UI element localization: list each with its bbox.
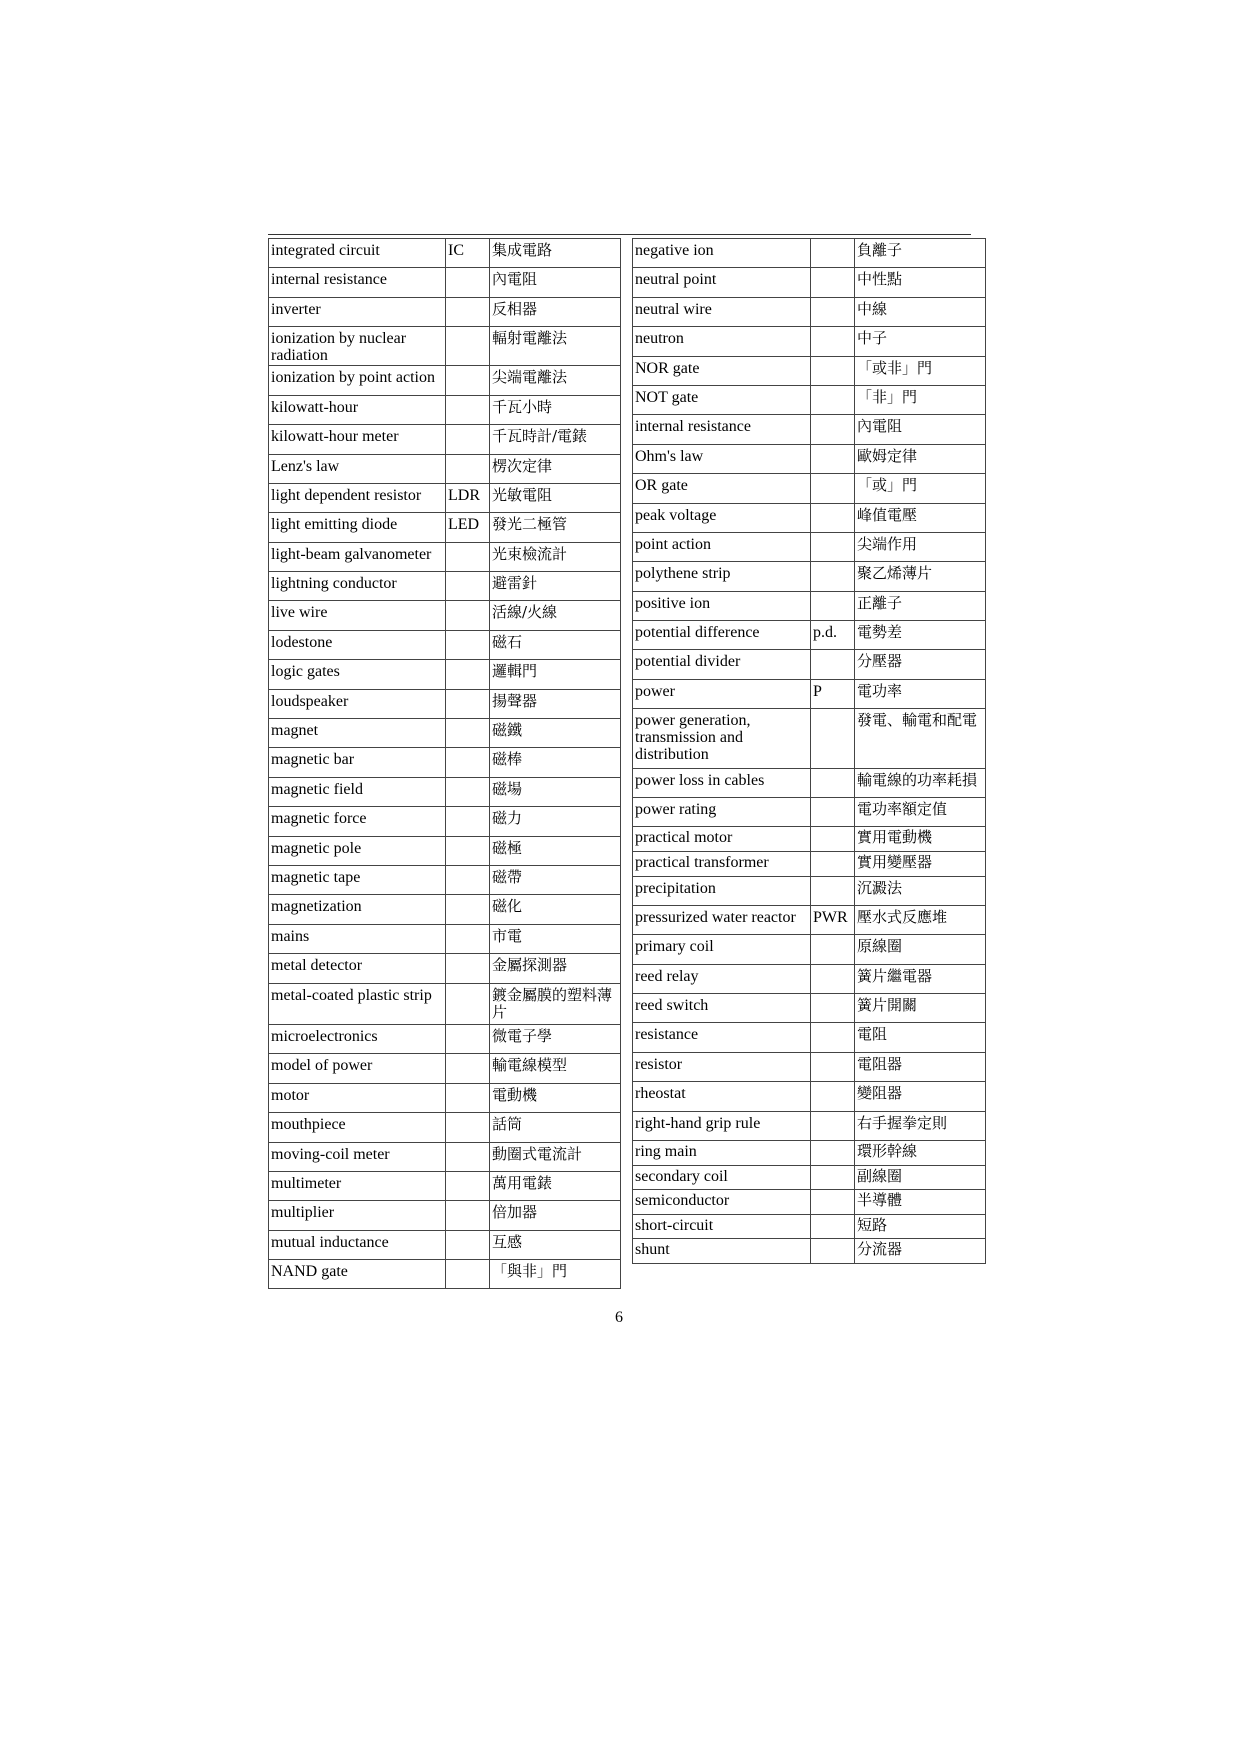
glossary-row [269, 748, 621, 777]
chinese-term-cell: 發光二極管 [490, 513, 621, 542]
abbreviation-cell: p.d. [811, 621, 855, 650]
abbreviation-cell [811, 994, 855, 1023]
glossary-row [269, 954, 621, 983]
term-cell: power [633, 679, 811, 708]
chinese-term-cell: 電動機 [490, 1083, 621, 1112]
abbreviation-cell [811, 532, 855, 561]
glossary-row [269, 866, 621, 895]
chinese-term-cell: 副線圈 [855, 1165, 986, 1190]
abbreviation-cell [811, 1023, 855, 1052]
glossary-row [269, 572, 621, 601]
chinese-term-cell: 電功率額定值 [855, 797, 986, 826]
term-cell: mutual inductance [269, 1230, 446, 1259]
glossary-row [269, 777, 621, 806]
abbreviation-cell [446, 630, 490, 659]
chinese-term-cell: 峰值電壓 [855, 503, 986, 532]
glossary-row [633, 562, 986, 591]
chinese-term-cell: 話筒 [490, 1113, 621, 1142]
abbreviation-cell [811, 1239, 855, 1264]
term-cell: metal-coated plastic strip [269, 983, 446, 1024]
term-cell: NAND gate [269, 1260, 446, 1289]
term-cell: pressurized water reactor [633, 905, 811, 934]
glossary-row [633, 1052, 986, 1081]
abbreviation-cell [446, 895, 490, 924]
chinese-term-cell: 光束檢流計 [490, 542, 621, 571]
glossary-row [633, 1239, 986, 1264]
term-cell: kilowatt-hour meter [269, 425, 446, 454]
term-cell: loudspeaker [269, 689, 446, 718]
glossary-row [633, 851, 986, 876]
abbreviation-cell [811, 562, 855, 591]
abbreviation-cell [811, 297, 855, 326]
glossary-row [269, 1142, 621, 1171]
chinese-term-cell: 輻射電離法 [490, 327, 621, 366]
abbreviation-cell [811, 1190, 855, 1215]
abbreviation-cell: IC [446, 239, 490, 268]
term-cell: magnetic force [269, 807, 446, 836]
glossary-row [633, 415, 986, 444]
chinese-term-cell: 光敏電阻 [490, 483, 621, 512]
chinese-term-cell: 中性點 [855, 268, 986, 297]
glossary-row [269, 542, 621, 571]
glossary-row [633, 679, 986, 708]
abbreviation-cell [446, 954, 490, 983]
term-cell: shunt [633, 1239, 811, 1264]
glossary-row [633, 327, 986, 356]
glossary-row [633, 964, 986, 993]
chinese-term-cell: 邏輯門 [490, 660, 621, 689]
header-rule [268, 234, 971, 235]
abbreviation-cell [446, 719, 490, 748]
term-cell: multiplier [269, 1201, 446, 1230]
chinese-term-cell: 內電阻 [855, 415, 986, 444]
chinese-term-cell: 聚乙烯薄片 [855, 562, 986, 591]
term-cell: reed switch [633, 994, 811, 1023]
glossary-table-right [632, 238, 986, 1264]
term-cell: rheostat [633, 1082, 811, 1111]
term-cell: lightning conductor [269, 572, 446, 601]
term-cell: live wire [269, 601, 446, 630]
abbreviation-cell [446, 1113, 490, 1142]
term-cell: peak voltage [633, 503, 811, 532]
glossary-row [633, 650, 986, 679]
term-cell: mains [269, 924, 446, 953]
glossary-table-left [268, 238, 621, 1289]
abbreviation-cell [811, 876, 855, 905]
glossary-row [633, 385, 986, 414]
abbreviation-cell [446, 327, 490, 366]
glossary-row [633, 356, 986, 385]
chinese-term-cell: 金屬探測器 [490, 954, 621, 983]
glossary-row [269, 1113, 621, 1142]
chinese-term-cell: 半導體 [855, 1190, 986, 1215]
glossary-row [269, 268, 621, 297]
term-cell: magnet [269, 719, 446, 748]
abbreviation-cell: LED [446, 513, 490, 542]
glossary-row [269, 601, 621, 630]
term-cell: neutron [633, 327, 811, 356]
glossary-row [269, 689, 621, 718]
glossary-row [269, 1171, 621, 1200]
chinese-term-cell: 中子 [855, 327, 986, 356]
glossary-row [269, 239, 621, 268]
abbreviation-cell [446, 748, 490, 777]
abbreviation-cell [811, 415, 855, 444]
glossary-row [633, 444, 986, 473]
glossary-row [269, 297, 621, 326]
chinese-term-cell: 變阻器 [855, 1082, 986, 1111]
glossary-row [633, 935, 986, 964]
chinese-term-cell: 簧片繼電器 [855, 964, 986, 993]
abbreviation-cell [811, 768, 855, 797]
abbreviation-cell [446, 807, 490, 836]
glossary-row [633, 1141, 986, 1166]
chinese-term-cell: 壓水式反應堆 [855, 905, 986, 934]
chinese-term-cell: 輸電線的功率耗損 [855, 768, 986, 797]
abbreviation-cell: LDR [446, 483, 490, 512]
glossary-row [269, 836, 621, 865]
glossary-row [633, 503, 986, 532]
term-cell: polythene strip [633, 562, 811, 591]
abbreviation-cell [446, 425, 490, 454]
glossary-row [633, 474, 986, 503]
abbreviation-cell [811, 1141, 855, 1166]
chinese-term-cell: 避雷針 [490, 572, 621, 601]
term-cell: magnetic pole [269, 836, 446, 865]
chinese-term-cell: 磁極 [490, 836, 621, 865]
term-cell: ionization by point action [269, 366, 446, 395]
chinese-term-cell: 磁化 [490, 895, 621, 924]
chinese-term-cell: 原線圈 [855, 935, 986, 964]
glossary-row [633, 1214, 986, 1239]
abbreviation-cell [811, 709, 855, 768]
chinese-term-cell: 實用電動機 [855, 827, 986, 852]
glossary-table-body [633, 239, 986, 1264]
abbreviation-cell [446, 572, 490, 601]
term-cell: motor [269, 1083, 446, 1112]
term-cell: power rating [633, 797, 811, 826]
abbreviation-cell [811, 1165, 855, 1190]
glossary-row [633, 297, 986, 326]
term-cell: model of power [269, 1054, 446, 1083]
abbreviation-cell [811, 503, 855, 532]
chinese-term-cell: 環形幹線 [855, 1141, 986, 1166]
chinese-term-cell: 動圈式電流計 [490, 1142, 621, 1171]
abbreviation-cell [446, 1171, 490, 1200]
abbreviation-cell [446, 1142, 490, 1171]
page-number: 6 [615, 1309, 623, 1326]
abbreviation-cell [446, 601, 490, 630]
abbreviation-cell [446, 1260, 490, 1289]
term-cell: microelectronics [269, 1024, 446, 1053]
term-cell: kilowatt-hour [269, 395, 446, 424]
term-cell: potential difference [633, 621, 811, 650]
glossary-row [269, 719, 621, 748]
glossary-row [633, 827, 986, 852]
term-cell: secondary coil [633, 1165, 811, 1190]
glossary-row [269, 483, 621, 512]
term-cell: resistor [633, 1052, 811, 1081]
abbreviation-cell [446, 924, 490, 953]
glossary-row [269, 1201, 621, 1230]
abbreviation-cell [811, 797, 855, 826]
glossary-row [633, 1082, 986, 1111]
abbreviation-cell [811, 474, 855, 503]
abbreviation-cell [446, 1024, 490, 1053]
term-cell: magnetization [269, 895, 446, 924]
term-cell: OR gate [633, 474, 811, 503]
glossary-row [269, 454, 621, 483]
chinese-term-cell: 萬用電錶 [490, 1171, 621, 1200]
glossary-row [269, 1054, 621, 1083]
chinese-term-cell: 內電阻 [490, 268, 621, 297]
glossary-row [633, 1023, 986, 1052]
glossary-row [633, 768, 986, 797]
term-cell: power generation, transmission and distribution [633, 709, 811, 768]
term-cell: semiconductor [633, 1190, 811, 1215]
glossary-row [269, 1024, 621, 1053]
term-cell: multimeter [269, 1171, 446, 1200]
term-cell: magnetic tape [269, 866, 446, 895]
term-cell: inverter [269, 297, 446, 326]
abbreviation-cell [811, 650, 855, 679]
abbreviation-cell [446, 1201, 490, 1230]
abbreviation-cell [811, 851, 855, 876]
chinese-term-cell: 電勢差 [855, 621, 986, 650]
term-cell: primary coil [633, 935, 811, 964]
chinese-term-cell: 微電子學 [490, 1024, 621, 1053]
term-cell: neutral wire [633, 297, 811, 326]
term-cell: moving-coil meter [269, 1142, 446, 1171]
chinese-term-cell: 輸電線模型 [490, 1054, 621, 1083]
abbreviation-cell [446, 454, 490, 483]
chinese-term-cell: 尖端作用 [855, 532, 986, 561]
term-cell: magnetic bar [269, 748, 446, 777]
chinese-term-cell: 集成電路 [490, 239, 621, 268]
chinese-term-cell: 電阻器 [855, 1052, 986, 1081]
term-cell: practical motor [633, 827, 811, 852]
term-cell: right-hand grip rule [633, 1111, 811, 1140]
term-cell: light dependent resistor [269, 483, 446, 512]
glossary-row [633, 994, 986, 1023]
abbreviation-cell [446, 777, 490, 806]
abbreviation-cell [446, 660, 490, 689]
abbreviation-cell [811, 356, 855, 385]
chinese-term-cell: 磁鐵 [490, 719, 621, 748]
chinese-term-cell: 磁石 [490, 630, 621, 659]
chinese-term-cell: 負離子 [855, 239, 986, 268]
chinese-term-cell: 發電、輸電和配電 [855, 709, 986, 768]
abbreviation-cell [811, 1214, 855, 1239]
chinese-term-cell: 右手握拳定則 [855, 1111, 986, 1140]
glossary-row [269, 630, 621, 659]
chinese-term-cell: 短路 [855, 1214, 986, 1239]
chinese-term-cell: 磁力 [490, 807, 621, 836]
chinese-term-cell: 活線/火線 [490, 601, 621, 630]
chinese-term-cell: 倍加器 [490, 1201, 621, 1230]
abbreviation-cell [811, 964, 855, 993]
glossary-row [269, 425, 621, 454]
chinese-term-cell: 楞次定律 [490, 454, 621, 483]
glossary-row [633, 876, 986, 905]
abbreviation-cell [811, 1082, 855, 1111]
abbreviation-cell [446, 395, 490, 424]
term-cell: internal resistance [269, 268, 446, 297]
abbreviation-cell [811, 591, 855, 620]
chinese-term-cell: 千瓦小時 [490, 395, 621, 424]
glossary-row [269, 924, 621, 953]
term-cell: potential divider [633, 650, 811, 679]
glossary-row [269, 1260, 621, 1289]
glossary-row [633, 532, 986, 561]
chinese-term-cell: 電功率 [855, 679, 986, 708]
glossary-row [633, 905, 986, 934]
chinese-term-cell: 中線 [855, 297, 986, 326]
abbreviation-cell [811, 827, 855, 852]
abbreviation-cell [446, 866, 490, 895]
abbreviation-cell [811, 268, 855, 297]
glossary-row [269, 1230, 621, 1259]
abbreviation-cell [446, 983, 490, 1024]
glossary-row [269, 895, 621, 924]
abbreviation-cell [446, 542, 490, 571]
term-cell: NOT gate [633, 385, 811, 414]
chinese-term-cell: 正離子 [855, 591, 986, 620]
term-cell: internal resistance [633, 415, 811, 444]
abbreviation-cell [811, 385, 855, 414]
glossary-row [269, 366, 621, 395]
chinese-term-cell: 市電 [490, 924, 621, 953]
term-cell: practical transformer [633, 851, 811, 876]
abbreviation-cell [811, 1052, 855, 1081]
term-cell: logic gates [269, 660, 446, 689]
chinese-term-cell: 反相器 [490, 297, 621, 326]
chinese-term-cell: 電阻 [855, 1023, 986, 1052]
abbreviation-cell [446, 1230, 490, 1259]
chinese-term-cell: 磁棒 [490, 748, 621, 777]
abbreviation-cell [446, 1054, 490, 1083]
term-cell: ionization by nuclear radiation [269, 327, 446, 366]
term-cell: magnetic field [269, 777, 446, 806]
glossary-row [633, 1111, 986, 1140]
glossary-row [633, 797, 986, 826]
glossary-row [633, 709, 986, 768]
chinese-term-cell: 沉澱法 [855, 876, 986, 905]
term-cell: ring main [633, 1141, 811, 1166]
glossary-row [269, 395, 621, 424]
chinese-term-cell: 千瓦時計/電錶 [490, 425, 621, 454]
term-cell: reed relay [633, 964, 811, 993]
term-cell: mouthpiece [269, 1113, 446, 1142]
term-cell: integrated circuit [269, 239, 446, 268]
abbreviation-cell [446, 689, 490, 718]
chinese-term-cell: 分流器 [855, 1239, 986, 1264]
abbreviation-cell [446, 297, 490, 326]
abbreviation-cell: PWR [811, 905, 855, 934]
term-cell: light-beam galvanometer [269, 542, 446, 571]
glossary-table-body [269, 239, 621, 1289]
abbreviation-cell [446, 836, 490, 865]
abbreviation-cell [446, 366, 490, 395]
glossary-row [269, 807, 621, 836]
term-cell: lodestone [269, 630, 446, 659]
term-cell: positive ion [633, 591, 811, 620]
chinese-term-cell: 「或」門 [855, 474, 986, 503]
chinese-term-cell: 「或非」門 [855, 356, 986, 385]
chinese-term-cell: 「非」門 [855, 385, 986, 414]
glossary-row [633, 239, 986, 268]
term-cell: resistance [633, 1023, 811, 1052]
chinese-term-cell: 歐姆定律 [855, 444, 986, 473]
chinese-term-cell: 實用變壓器 [855, 851, 986, 876]
term-cell: NOR gate [633, 356, 811, 385]
chinese-term-cell: 揚聲器 [490, 689, 621, 718]
abbreviation-cell [446, 1083, 490, 1112]
abbreviation-cell [811, 327, 855, 356]
glossary-row [269, 660, 621, 689]
glossary-row [269, 1083, 621, 1112]
term-cell: Ohm's law [633, 444, 811, 473]
glossary-row [633, 591, 986, 620]
term-cell: neutral point [633, 268, 811, 297]
abbreviation-cell [446, 268, 490, 297]
chinese-term-cell: 簧片開關 [855, 994, 986, 1023]
abbreviation-cell [811, 1111, 855, 1140]
chinese-term-cell: 互感 [490, 1230, 621, 1259]
term-cell: power loss in cables [633, 768, 811, 797]
chinese-term-cell: 磁場 [490, 777, 621, 806]
glossary-row [633, 1190, 986, 1215]
glossary-row [633, 268, 986, 297]
chinese-term-cell: 「與非」門 [490, 1260, 621, 1289]
abbreviation-cell: P [811, 679, 855, 708]
term-cell: negative ion [633, 239, 811, 268]
abbreviation-cell [811, 935, 855, 964]
glossary-row [633, 1165, 986, 1190]
term-cell: light emitting diode [269, 513, 446, 542]
glossary-row [269, 513, 621, 542]
chinese-term-cell: 鍍金屬膜的塑料薄片 [490, 983, 621, 1024]
term-cell: Lenz's law [269, 454, 446, 483]
abbreviation-cell [811, 444, 855, 473]
term-cell: short-circuit [633, 1214, 811, 1239]
term-cell: point action [633, 532, 811, 561]
chinese-term-cell: 尖端電離法 [490, 366, 621, 395]
chinese-term-cell: 磁帶 [490, 866, 621, 895]
glossary-row [269, 983, 621, 1024]
term-cell: precipitation [633, 876, 811, 905]
chinese-term-cell: 分壓器 [855, 650, 986, 679]
glossary-row [633, 621, 986, 650]
abbreviation-cell [811, 239, 855, 268]
glossary-row [269, 327, 621, 366]
term-cell: metal detector [269, 954, 446, 983]
